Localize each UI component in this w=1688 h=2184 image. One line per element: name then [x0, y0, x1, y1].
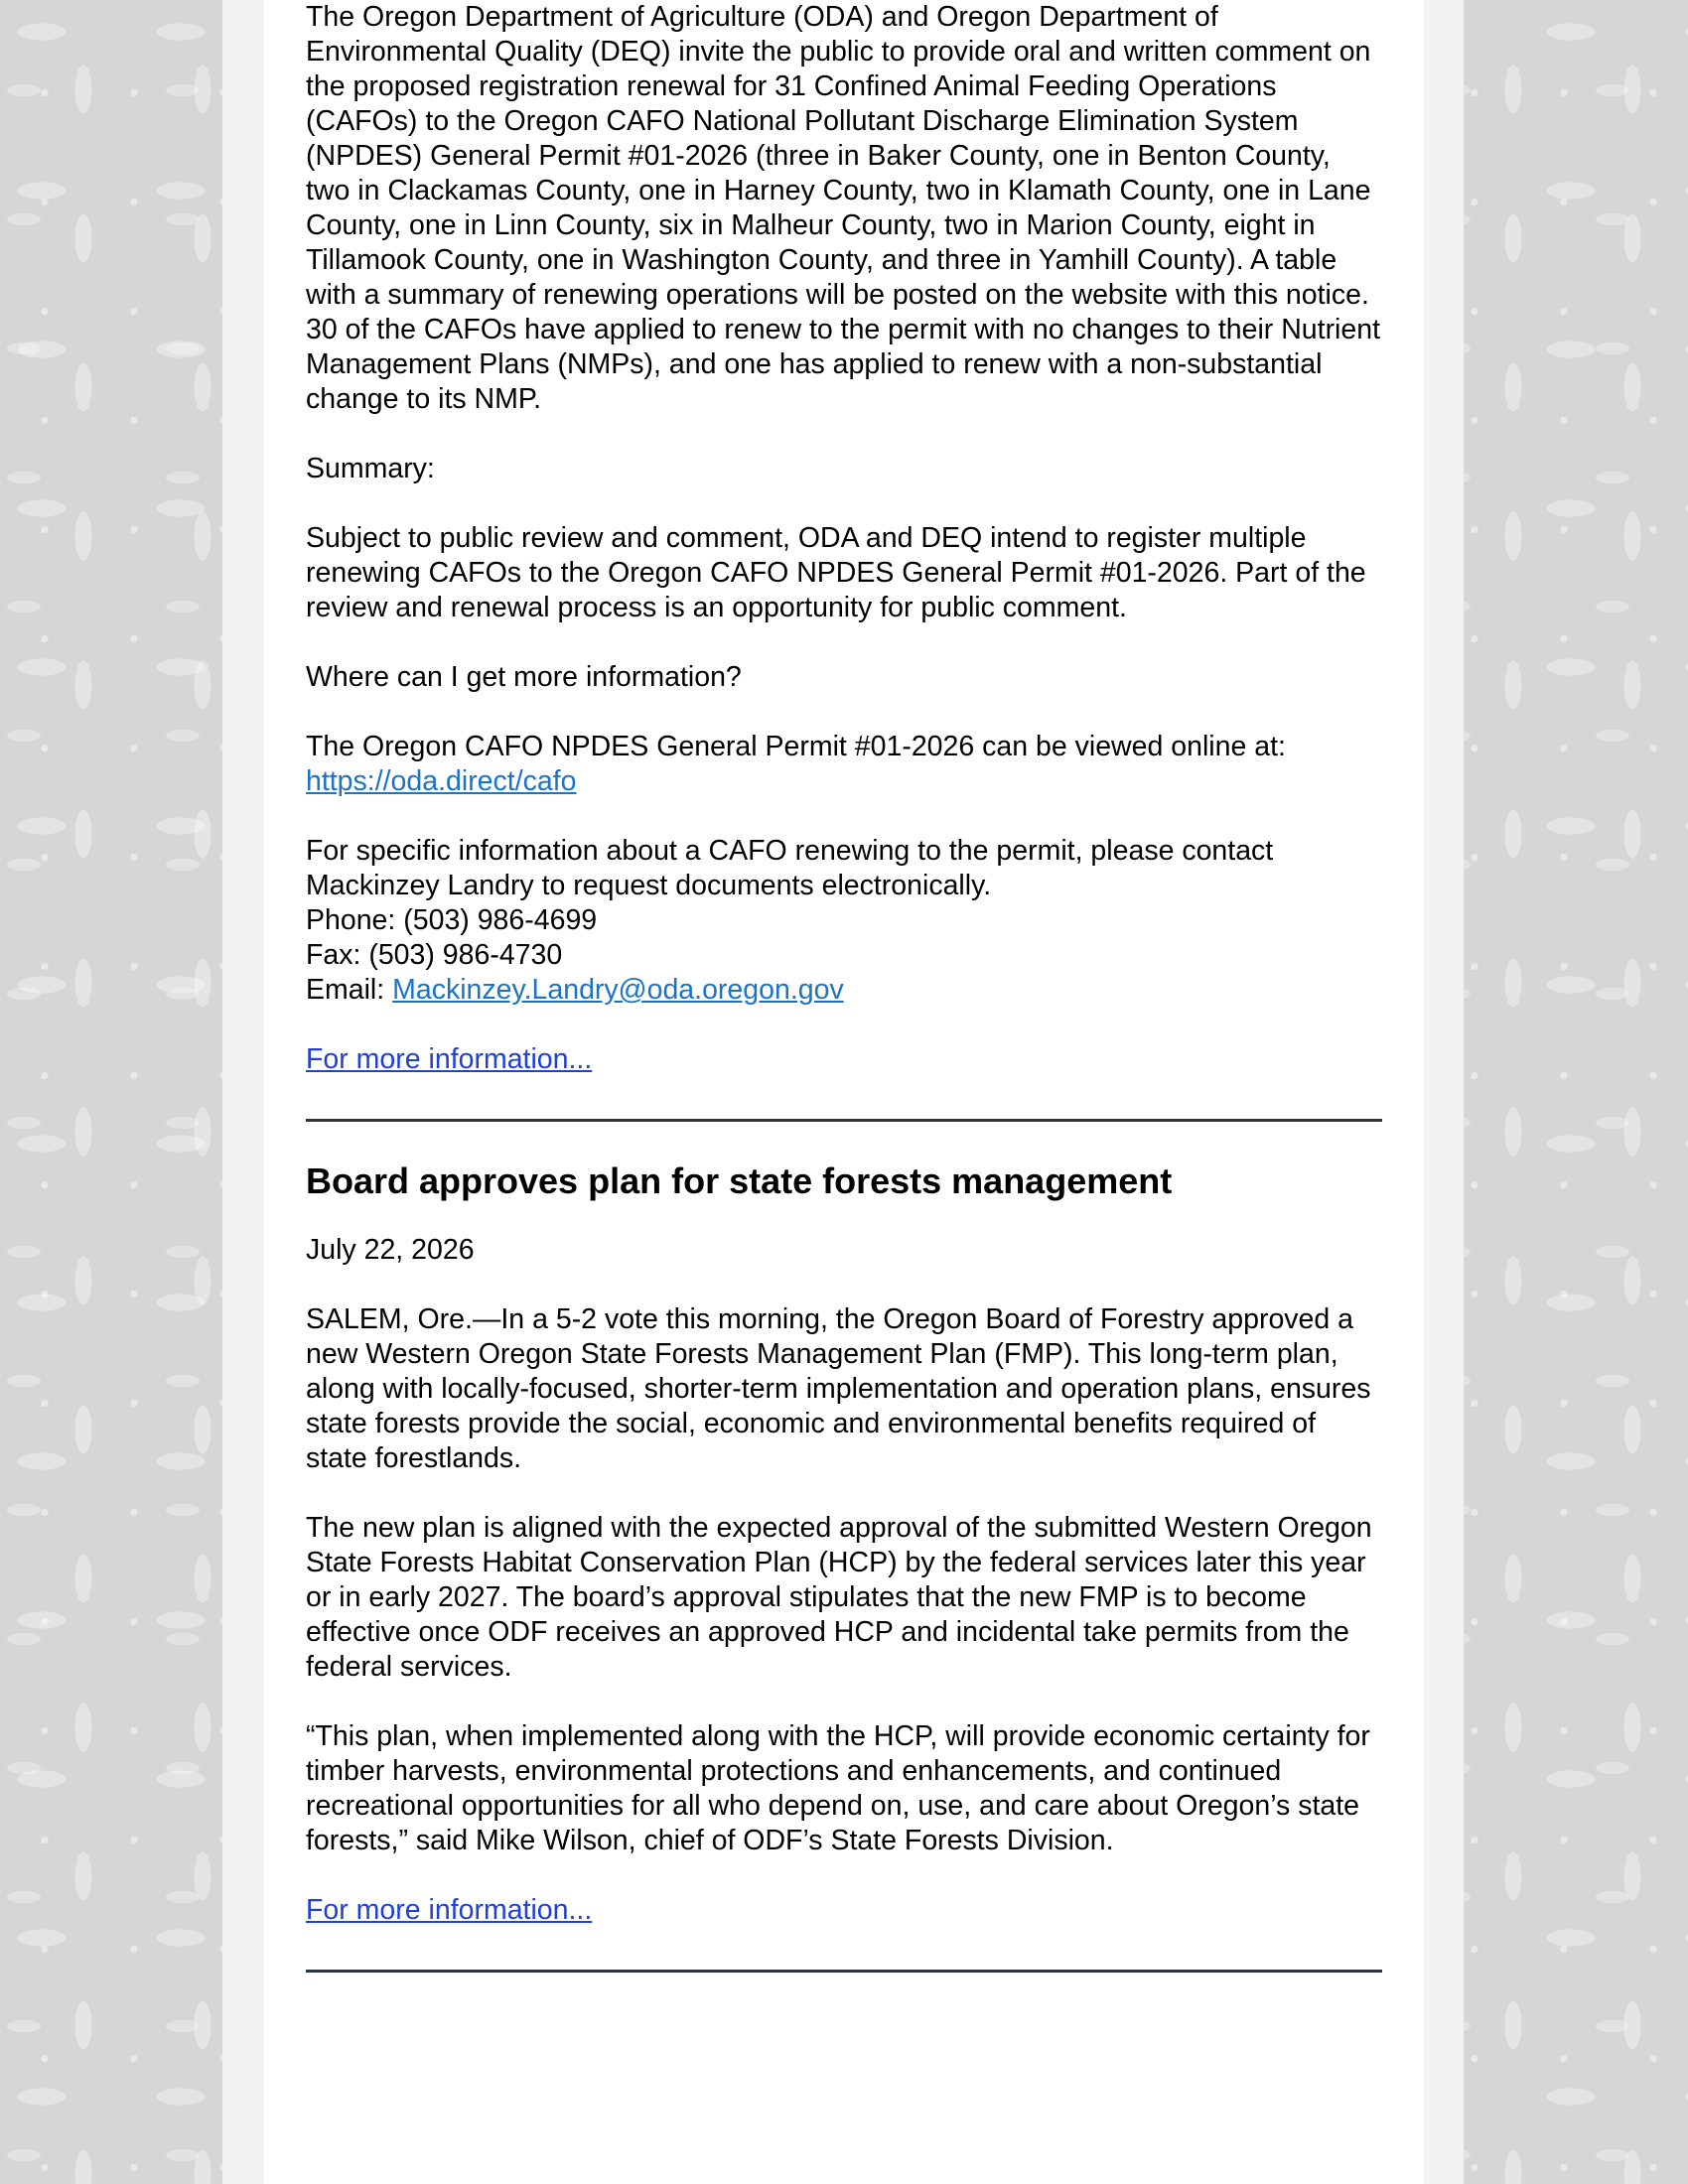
cafo-intro-paragraph: The Oregon Department of Agriculture (ODA) and Oregon Department of Environmental Quality (DEQ) invite the public to provide oral and written comment on the proposed registration renewal for 31 Confined Animal Feeding Operations (CAFOs) to the Oregon CAFO National Pollutant Discharge Elimination System (NPDES) General Permit #01-2026 (three in Baker County, one in Benton County, two in Clackamas County, one in Harney County, two in Klamath County, one in Lane County, one in Linn County, six in Malheur County, two in Marion County, eight in Tillamook County, one in Washington County, and three in Yamhill County). A table with a summary of renewing operations will be posted on the website with this notice. 30 of the CAFOs have applied to renew to the permit with no changes to their Nutrient Management Plans (NMPs), and one has applied to renew with a non-substantial change to its NMP.: [306, 1, 1381, 415]
forests-article-title: Board approves plan for state forests management: [306, 1160, 1173, 1201]
more-info-heading: Where can I get more information?: [306, 661, 742, 693]
permit-paragraph: [306, 730, 1382, 799]
section-divider: [306, 1970, 1382, 1973]
forests-more-info: [306, 1893, 1382, 1928]
section-divider: [306, 1119, 1382, 1122]
contact-phone: Phone: (503) 986-4699: [306, 904, 598, 936]
contact-fax: Fax: (503) 986-4730: [306, 939, 563, 971]
permit-text: The Oregon CAFO NPDES General Permit #01-2026 can be viewed online at:: [306, 731, 1286, 762]
contact-paragraph: [306, 834, 1382, 1008]
contact-email-link[interactable]: Mackinzey.Landry@oda.oregon.gov: [392, 974, 844, 1006]
cafo-more-info-link[interactable]: For more information...: [306, 1043, 593, 1075]
summary-paragraph: Subject to public review and comment, ODA and DEQ intend to register multiple renewing CAFOs to the Oregon CAFO NPDES General Permit #01-2026. Part of the review and renewal process is an opportunity for public comment.: [306, 522, 1366, 623]
cafo-more-info: [306, 1042, 1382, 1077]
forests-paragraph-1: SALEM, Ore.—In a 5-2 vote this morning, the Oregon Board of Forestry approved a new Western Oregon State Forests Management Plan (FMP). This long-term plan, along with locally-focused, shorter-term implementation and operation plans, ensures state forests provide the social, economic and environmental benefits required of state forestlands.: [306, 1303, 1371, 1474]
forests-more-info-link[interactable]: For more information...: [306, 1894, 593, 1926]
forests-paragraph-2: The new plan is aligned with the expected approval of the submitted Western Oregon State Forests Habitat Conservation Plan (HCP) by the federal services later this year or in early 2027. The board’s approval stipulates that the new FMP is to become effective once ODF receives an approved HCP and incidental take permits from the federal services.: [306, 1512, 1372, 1683]
forests-paragraph-3: “This plan, when implemented along with the HCP, will provide economic certainty for timber harvests, environmental protections and enhancements, and continued recreational opportunities for all who depend on, use, and care about Oregon’s state forests,” said Mike Wilson, chief of ODF’s State Forests Division.: [306, 1720, 1370, 1856]
newsletter-content: [306, 0, 1382, 1973]
summary-heading: Summary:: [306, 453, 435, 484]
contact-text: For specific information about a CAFO renewing to the permit, please contact Mackinzey Landry to request documents electronically.: [306, 835, 1274, 901]
contact-email-label: Email:: [306, 974, 393, 1006]
permit-link[interactable]: https://oda.direct/cafo: [306, 765, 577, 797]
forests-article-date: July 22, 2026: [306, 1234, 475, 1266]
